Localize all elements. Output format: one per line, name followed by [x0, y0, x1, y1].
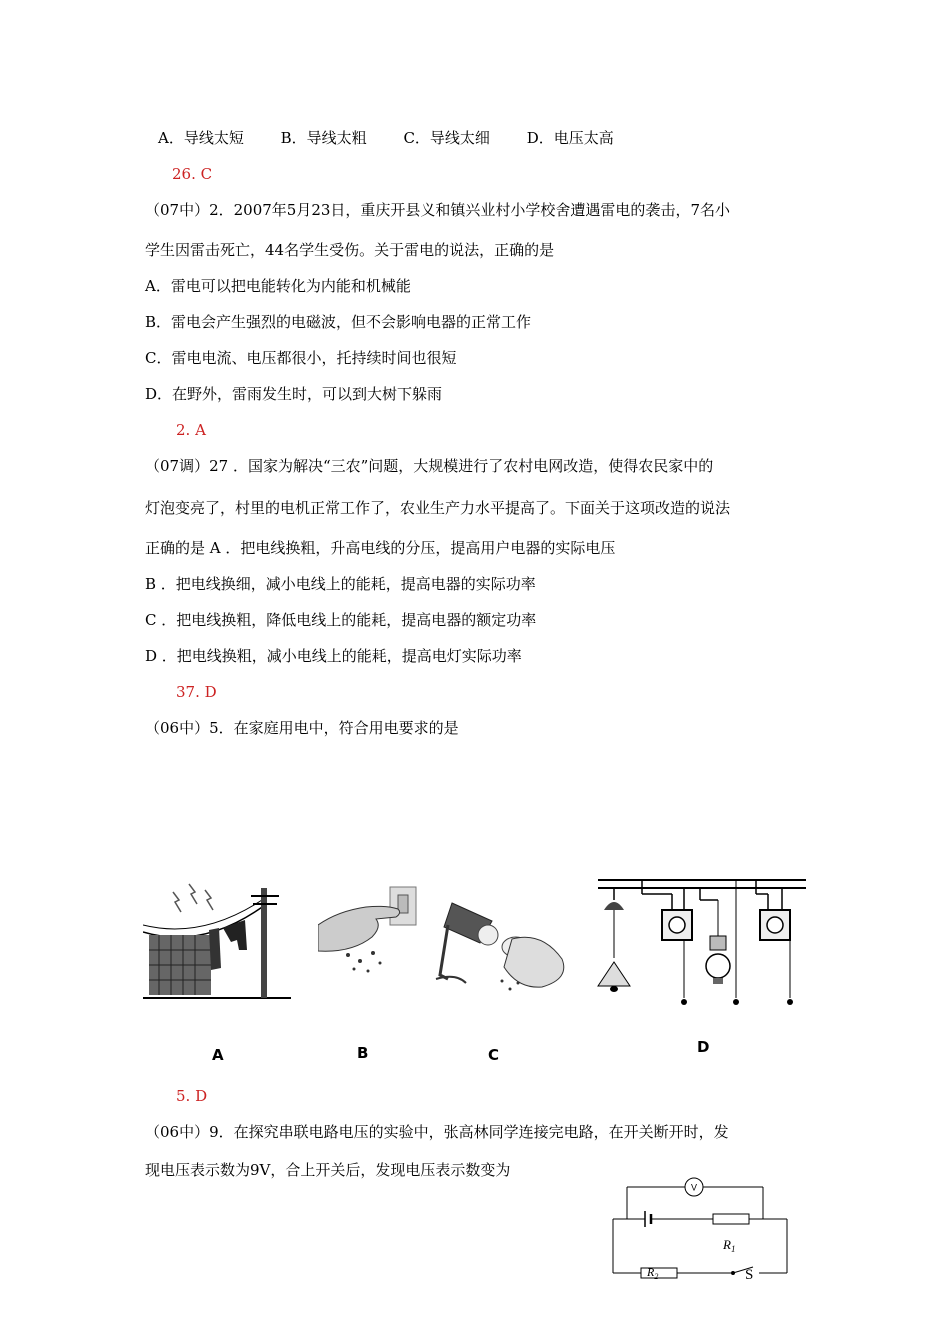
- q3-option-b: B ．把电线换细，减小电线上的能耗，提高电器的实际功率: [145, 575, 536, 593]
- series-circuit-diagram: [605, 1175, 795, 1285]
- q3-answer: 37. D: [176, 683, 217, 701]
- r1-label: $R_1$: [723, 1237, 736, 1254]
- q2-option-b: B．雷电会产生强烈的电磁波，但不会影响电器的正常工作: [145, 313, 532, 331]
- figure-b-wet-hand-switch: [318, 885, 418, 975]
- q3-stem-line3: 正确的是 A ．把电线换粗，升高电线的分压，提高用户电器的实际电压: [145, 539, 616, 557]
- q3-stem-line2: 灯泡变亮了，村里的电机正常工作了，农业生产力水平提高了。下面关于这项改造的说法: [145, 499, 731, 517]
- figure-c-wiping-lamp: [432, 895, 572, 995]
- switch-label: S: [745, 1267, 754, 1283]
- q1-option-d: D．电压太高: [526, 129, 614, 147]
- resistor-r1: [713, 1214, 749, 1224]
- q2-stem-line1: （07中）2．2007年5月23日，重庆开县义和镇兴业村小学校舍遭遇雷电的袭击，7名小: [145, 201, 730, 219]
- q1-option-a: A．导线太短: [158, 129, 244, 147]
- q5-stem-line1: （06中）9．在探究串联电路电压的实验中，张高林同学连接完电路，在开关断开时，发: [145, 1123, 729, 1141]
- q3-option-d: D ．把电线换粗，减小电线上的能耗，提高电灯实际功率: [145, 647, 522, 665]
- q2-option-a: A．雷电可以把电能转化为内能和机械能: [145, 277, 411, 295]
- figure-b-label: B: [357, 1044, 369, 1062]
- figure-d-label: D: [697, 1038, 710, 1056]
- q5-stem-line2: 现电压表示数为9V，合上开关后，发现电压表示数变为: [145, 1161, 511, 1179]
- q4-answer: 5. D: [176, 1087, 208, 1105]
- figure-a-clothes-on-wire: [143, 880, 291, 1002]
- q4-stem: （06中）5．在家庭用电中，符合用电要求的是: [145, 719, 459, 737]
- q1-option-b: B．导线太粗: [280, 129, 367, 147]
- q1-options: [158, 128, 646, 148]
- q3-stem-line1: （07调）27 ．国家为解决“三农”问题，大规模进行了农村电网改造，使得农民家中的: [145, 457, 714, 475]
- q2-answer: 2. A: [176, 421, 206, 439]
- figure-d-wiring: [596, 874, 808, 1008]
- figure-c-label: C: [488, 1046, 500, 1064]
- q1-option-c: C．导线太细: [403, 129, 490, 147]
- q2-stem-line2: 学生因雷击死亡，44名学生受伤。关于雷电的说法，正确的是: [145, 241, 555, 259]
- r2-label: $R_2$: [647, 1265, 659, 1281]
- q3-option-c: C ．把电线换粗，降低电线上的能耗，提高电器的额定功率: [145, 611, 537, 629]
- q2-option-d: D．在野外，雷雨发生时，可以到大树下躲雨: [145, 385, 443, 403]
- q2-option-c: C．雷电电流、电压都很小，托持续时间也很短: [145, 349, 457, 367]
- q1-answer: 26. C: [172, 165, 213, 183]
- voltmeter-label: V: [690, 1182, 698, 1193]
- figure-a-label: A: [212, 1046, 224, 1064]
